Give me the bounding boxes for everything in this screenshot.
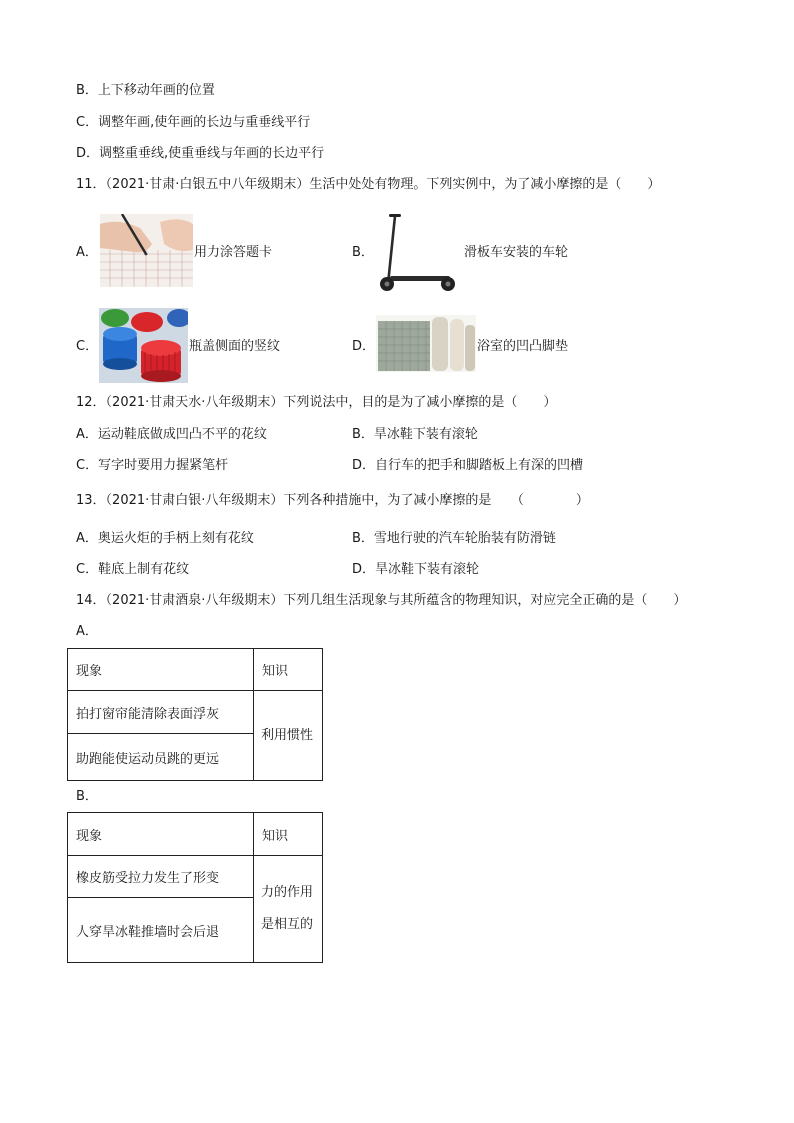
q11-option-d-text: 浴室的凹凸脚垫: [477, 339, 569, 354]
table-cell-phenomenon: 拍打窗帘能清除表面浮灰: [68, 691, 254, 734]
q13-option-a: A．奥运火炬的手柄上刻有花纹: [76, 531, 254, 546]
q10-option-d: D．调整重垂线,使重垂线与年画的长边平行: [76, 146, 325, 161]
q11-option-d-letter: D．: [352, 339, 376, 354]
q12-option-a: A．运动鞋底做成凹凸不平的花纹: [76, 427, 267, 442]
table-cell-phenomenon: 人穿旱冰鞋推墙时会后退: [68, 898, 254, 963]
q10-option-c: C．调整年画,使年画的长边与重垂线平行: [76, 115, 311, 130]
q12-option-d: D．自行车的把手和脚踏板上有深的凹槽: [352, 458, 584, 473]
q11-option-c-letter: C．: [76, 339, 99, 354]
q14-option-a-label: A．: [76, 624, 98, 639]
q12-option-c: C．写字时要用力握紧笔杆: [76, 458, 229, 473]
q11-option-a-text: 用力涂答题卡: [194, 245, 273, 260]
q11-image-writing-hand: [100, 214, 193, 287]
q11-image-bottle-caps: [99, 308, 188, 383]
q11-stem: 11．（2021·甘肃·白银五中八年级期末）生活中处处有物理。下列实例中，为了减小摩擦的是（ ）: [76, 177, 661, 192]
q11-image-bath-mats: [376, 315, 476, 372]
q11-option-b-text: 滑板车安装的车轮: [464, 245, 569, 260]
table-cell-knowledge: 利用惯性: [254, 691, 323, 781]
q14-option-b-label: B．: [76, 789, 98, 804]
table-header-phenomenon: 现象: [68, 813, 254, 856]
q12-option-b: B．旱冰鞋下装有滚轮: [352, 427, 478, 442]
q13-option-c: C．鞋底上制有花纹: [76, 562, 190, 577]
q11-image-scooter: [376, 210, 460, 294]
q13-stem: 13．（2021·甘肃白银·八年级期末）下列各种措施中，为了减小摩擦的是 （ ）: [76, 493, 589, 508]
q10-option-b: B．上下移动年画的位置: [76, 83, 215, 98]
table-header-knowledge: 知识: [254, 813, 323, 856]
q14-stem: 14．（2021·甘肃酒泉·八年级期末）下列几组生活现象与其所蕴含的物理知识，对应完全正确的是（ ）: [76, 593, 687, 608]
q14-option-a-table: [67, 648, 323, 781]
q14-option-b-table: [67, 812, 323, 963]
q13-option-b: B．雪地行驶的汽车轮胎装有防滑链: [352, 531, 556, 546]
q11-option-b-letter: B．: [352, 245, 374, 260]
q12-stem: 12．（2021·甘肃天水·八年级期末）下列说法中，目的是为了减小摩擦的是（ ）: [76, 395, 557, 410]
table-cell-phenomenon: 助跑能使运动员跳的更远: [68, 734, 254, 781]
table-cell-phenomenon: 橡皮筋受拉力发生了形变: [68, 856, 254, 898]
q13-option-d: D．旱冰鞋下装有滚轮: [352, 562, 480, 577]
table-header-knowledge: 知识: [254, 649, 323, 691]
table-header-phenomenon: 现象: [68, 649, 254, 691]
table-cell-knowledge: 力的作用是相互的: [254, 856, 323, 963]
q11-option-a-letter: A．: [76, 245, 98, 260]
q11-option-c-text: 瓶盖侧面的竖纹: [189, 339, 281, 354]
